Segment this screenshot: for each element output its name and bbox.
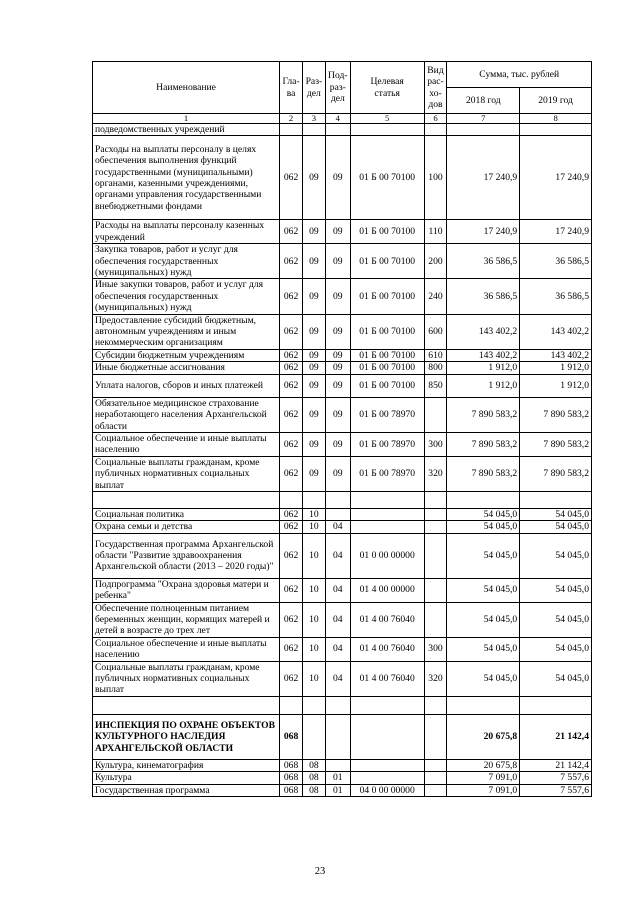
cell-name: Охрана семьи и детства bbox=[93, 521, 280, 533]
cell-sum-2018: 1 912,0 bbox=[447, 374, 520, 397]
cell-podrazdel bbox=[325, 714, 350, 759]
cell-vid-raskhodov bbox=[424, 714, 447, 759]
cell-podrazdel: 04 bbox=[325, 533, 350, 578]
cell-glava: 062 bbox=[280, 279, 303, 314]
cell-tselevaya-statya: 04 0 00 00000 bbox=[350, 784, 424, 796]
cell-razdel: 09 bbox=[302, 279, 325, 314]
cell-sum-2019 bbox=[520, 491, 592, 508]
cell-name: Субсидии бюджетным учреждениям bbox=[93, 349, 280, 361]
table-row bbox=[93, 578, 592, 602]
cell-razdel bbox=[302, 714, 325, 759]
cell-razdel: 10 bbox=[302, 578, 325, 602]
cell-name: Расходы на выплаты персоналу казенных учреждений bbox=[93, 220, 280, 244]
table-row bbox=[93, 374, 592, 397]
table-row bbox=[93, 124, 592, 136]
header-podrazdel: Под- раз- дел bbox=[325, 62, 350, 114]
column-number: 7 bbox=[447, 114, 520, 124]
cell-vid-raskhodov: 110 bbox=[424, 220, 447, 244]
table-row bbox=[93, 220, 592, 244]
cell-podrazdel: 01 bbox=[325, 772, 350, 784]
cell-podrazdel: 04 bbox=[325, 602, 350, 637]
column-number: 2 bbox=[280, 114, 303, 124]
cell-name: Расходы на выплаты персоналу в целях обеспечения выполнения функций государственными (муниципальными) органами, казенными учреждениями, органами управления государственными внебюджетными фондами bbox=[93, 136, 280, 220]
header-year-2018: 2018 год bbox=[447, 88, 520, 114]
column-number-row bbox=[93, 114, 592, 124]
cell-tselevaya-statya: 01 4 00 00000 bbox=[350, 578, 424, 602]
cell-vid-raskhodov: 320 bbox=[424, 456, 447, 491]
cell-tselevaya-statya: 01 Б 00 70100 bbox=[350, 279, 424, 314]
cell-tselevaya-statya: 01 Б 00 70100 bbox=[350, 314, 424, 349]
cell-sum-2018 bbox=[447, 696, 520, 714]
cell-name: Закупка товаров, работ и услуг для обеспечения государственных (муниципальных) нужд bbox=[93, 244, 280, 279]
cell-tselevaya-statya: 01 Б 00 70100 bbox=[350, 374, 424, 397]
cell-tselevaya-statya: 01 Б 00 70100 bbox=[350, 244, 424, 279]
cell-sum-2019: 36 586,5 bbox=[520, 244, 592, 279]
cell-name: Культура bbox=[93, 772, 280, 784]
cell-sum-2018: 7 890 583,2 bbox=[447, 456, 520, 491]
cell-sum-2018 bbox=[447, 124, 520, 136]
cell-vid-raskhodov: 300 bbox=[424, 637, 447, 661]
cell-vid-raskhodov bbox=[424, 772, 447, 784]
cell-sum-2019 bbox=[520, 696, 592, 714]
column-number: 1 bbox=[93, 114, 280, 124]
cell-name bbox=[93, 696, 280, 714]
table-row bbox=[93, 784, 592, 796]
cell-sum-2018: 7 890 583,2 bbox=[447, 397, 520, 432]
table-row bbox=[93, 432, 592, 456]
cell-razdel: 10 bbox=[302, 508, 325, 520]
cell-sum-2019: 7 890 583,2 bbox=[520, 432, 592, 456]
cell-sum-2019: 54 045,0 bbox=[520, 578, 592, 602]
cell-tselevaya-statya: 01 4 00 76040 bbox=[350, 661, 424, 696]
cell-name: Обязательное медицинское страхование неработающего населения Архангельской области bbox=[93, 397, 280, 432]
column-number: 5 bbox=[350, 114, 424, 124]
cell-glava: 068 bbox=[280, 714, 303, 759]
cell-sum-2019: 143 402,2 bbox=[520, 349, 592, 361]
cell-glava: 062 bbox=[280, 661, 303, 696]
cell-sum-2019: 54 045,0 bbox=[520, 602, 592, 637]
cell-tselevaya-statya bbox=[350, 491, 424, 508]
cell-sum-2019: 54 045,0 bbox=[520, 637, 592, 661]
cell-podrazdel: 04 bbox=[325, 637, 350, 661]
cell-sum-2019: 21 142,4 bbox=[520, 714, 592, 759]
cell-glava: 062 bbox=[280, 397, 303, 432]
cell-sum-2019: 17 240,9 bbox=[520, 220, 592, 244]
cell-razdel: 09 bbox=[302, 314, 325, 349]
cell-sum-2019: 54 045,0 bbox=[520, 533, 592, 578]
cell-name: Социальное обеспечение и иные выплаты населению bbox=[93, 432, 280, 456]
table-row bbox=[93, 362, 592, 374]
cell-razdel: 09 bbox=[302, 374, 325, 397]
cell-name: Культура, кинематография bbox=[93, 759, 280, 771]
page-number: 23 bbox=[314, 866, 326, 877]
table-row bbox=[93, 279, 592, 314]
cell-podrazdel: 09 bbox=[325, 362, 350, 374]
table-row bbox=[93, 661, 592, 696]
cell-vid-raskhodov: 610 bbox=[424, 349, 447, 361]
cell-sum-2018: 36 586,5 bbox=[447, 244, 520, 279]
cell-razdel bbox=[302, 124, 325, 136]
cell-sum-2019 bbox=[520, 124, 592, 136]
cell-vid-raskhodov bbox=[424, 759, 447, 771]
cell-razdel: 09 bbox=[302, 362, 325, 374]
cell-sum-2019: 21 142,4 bbox=[520, 759, 592, 771]
cell-vid-raskhodov bbox=[424, 491, 447, 508]
cell-vid-raskhodov: 320 bbox=[424, 661, 447, 696]
cell-podrazdel: 04 bbox=[325, 661, 350, 696]
cell-razdel: 09 bbox=[302, 432, 325, 456]
header-name: Наименование bbox=[93, 62, 280, 114]
column-number: 6 bbox=[424, 114, 447, 124]
cell-sum-2018: 54 045,0 bbox=[447, 521, 520, 533]
cell-vid-raskhodov bbox=[424, 602, 447, 637]
cell-sum-2019: 7 557,6 bbox=[520, 772, 592, 784]
cell-podrazdel bbox=[325, 124, 350, 136]
cell-sum-2018: 20 675,8 bbox=[447, 714, 520, 759]
cell-sum-2019: 143 402,2 bbox=[520, 314, 592, 349]
cell-tselevaya-statya bbox=[350, 714, 424, 759]
table-row bbox=[93, 397, 592, 432]
table-row bbox=[93, 714, 592, 759]
table-body bbox=[93, 124, 592, 797]
cell-sum-2019: 7 890 583,2 bbox=[520, 456, 592, 491]
cell-vid-raskhodov bbox=[424, 784, 447, 796]
cell-tselevaya-statya bbox=[350, 759, 424, 771]
cell-name: подведомственных учреждений bbox=[93, 124, 280, 136]
cell-glava: 062 bbox=[280, 456, 303, 491]
cell-podrazdel bbox=[325, 508, 350, 520]
table-row bbox=[93, 456, 592, 491]
cell-podrazdel: 09 bbox=[325, 136, 350, 220]
cell-vid-raskhodov bbox=[424, 397, 447, 432]
cell-glava: 062 bbox=[280, 508, 303, 520]
cell-tselevaya-statya bbox=[350, 508, 424, 520]
column-number: 4 bbox=[325, 114, 350, 124]
cell-glava: 062 bbox=[280, 637, 303, 661]
cell-vid-raskhodov: 600 bbox=[424, 314, 447, 349]
table-row bbox=[93, 314, 592, 349]
cell-podrazdel: 09 bbox=[325, 220, 350, 244]
table-row bbox=[93, 508, 592, 520]
cell-glava: 068 bbox=[280, 772, 303, 784]
cell-podrazdel: 09 bbox=[325, 397, 350, 432]
cell-tselevaya-statya: 01 Б 00 70100 bbox=[350, 220, 424, 244]
cell-glava: 062 bbox=[280, 602, 303, 637]
cell-tselevaya-statya: 01 4 00 76040 bbox=[350, 637, 424, 661]
cell-glava: 068 bbox=[280, 784, 303, 796]
cell-glava: 062 bbox=[280, 136, 303, 220]
cell-tselevaya-statya: 01 Б 00 70100 bbox=[350, 136, 424, 220]
cell-vid-raskhodov bbox=[424, 533, 447, 578]
cell-podrazdel: 09 bbox=[325, 349, 350, 361]
cell-razdel: 08 bbox=[302, 784, 325, 796]
cell-sum-2019: 54 045,0 bbox=[520, 661, 592, 696]
cell-tselevaya-statya: 01 Б 00 70100 bbox=[350, 362, 424, 374]
table-row bbox=[93, 637, 592, 661]
cell-glava bbox=[280, 124, 303, 136]
cell-tselevaya-statya: 01 Б 00 70100 bbox=[350, 349, 424, 361]
header-vid-raskhodov: Вид рас- хо- дов bbox=[424, 62, 447, 114]
table-row bbox=[93, 349, 592, 361]
cell-sum-2019: 54 045,0 bbox=[520, 508, 592, 520]
cell-glava: 062 bbox=[280, 244, 303, 279]
table-row bbox=[93, 244, 592, 279]
cell-sum-2019: 54 045,0 bbox=[520, 521, 592, 533]
cell-podrazdel: 09 bbox=[325, 279, 350, 314]
cell-sum-2018: 20 675,8 bbox=[447, 759, 520, 771]
cell-tselevaya-statya: 01 0 00 00000 bbox=[350, 533, 424, 578]
cell-glava: 062 bbox=[280, 349, 303, 361]
cell-podrazdel bbox=[325, 759, 350, 771]
cell-name: Государственная программа Архангельской области "Развитие здравоохранения Архангельской области (2013 – 2020 годы)" bbox=[93, 533, 280, 578]
cell-sum-2018: 7 091,0 bbox=[447, 784, 520, 796]
table-row bbox=[93, 521, 592, 533]
cell-vid-raskhodov bbox=[424, 578, 447, 602]
cell-vid-raskhodov: 240 bbox=[424, 279, 447, 314]
cell-tselevaya-statya bbox=[350, 696, 424, 714]
table-row bbox=[93, 772, 592, 784]
cell-razdel: 09 bbox=[302, 136, 325, 220]
cell-glava: 062 bbox=[280, 578, 303, 602]
column-number: 3 bbox=[302, 114, 325, 124]
cell-razdel: 09 bbox=[302, 244, 325, 279]
cell-sum-2019: 7 890 583,2 bbox=[520, 397, 592, 432]
cell-glava: 062 bbox=[280, 432, 303, 456]
cell-podrazdel: 09 bbox=[325, 374, 350, 397]
cell-vid-raskhodov bbox=[424, 124, 447, 136]
cell-name: ИНСПЕКЦИЯ ПО ОХРАНЕ ОБЪЕКТОВ КУЛЬТУРНОГО НАСЛЕДИЯ АРХАНГЕЛЬСКОЙ ОБЛАСТИ bbox=[93, 714, 280, 759]
table-row bbox=[93, 533, 592, 578]
cell-sum-2018: 54 045,0 bbox=[447, 508, 520, 520]
cell-podrazdel: 09 bbox=[325, 314, 350, 349]
cell-name: Уплата налогов, сборов и иных платежей bbox=[93, 374, 280, 397]
cell-glava: 062 bbox=[280, 314, 303, 349]
cell-vid-raskhodov bbox=[424, 521, 447, 533]
cell-glava: 062 bbox=[280, 374, 303, 397]
table-row bbox=[93, 602, 592, 637]
cell-vid-raskhodov: 300 bbox=[424, 432, 447, 456]
cell-razdel: 10 bbox=[302, 602, 325, 637]
cell-sum-2019: 1 912,0 bbox=[520, 362, 592, 374]
cell-razdel: 10 bbox=[302, 637, 325, 661]
header-tselevaya-statya: Целевая статья bbox=[350, 62, 424, 114]
cell-razdel: 08 bbox=[302, 772, 325, 784]
cell-name: Социальное обеспечение и иные выплаты населению bbox=[93, 637, 280, 661]
cell-glava: 062 bbox=[280, 533, 303, 578]
cell-glava: 062 bbox=[280, 521, 303, 533]
budget-table bbox=[92, 61, 592, 797]
cell-podrazdel: 01 bbox=[325, 784, 350, 796]
cell-glava: 068 bbox=[280, 759, 303, 771]
cell-vid-raskhodov: 100 bbox=[424, 136, 447, 220]
cell-sum-2018 bbox=[447, 491, 520, 508]
cell-name: Социальная политика bbox=[93, 508, 280, 520]
cell-vid-raskhodov bbox=[424, 508, 447, 520]
cell-razdel: 10 bbox=[302, 661, 325, 696]
cell-podrazdel bbox=[325, 491, 350, 508]
cell-vid-raskhodov: 850 bbox=[424, 374, 447, 397]
cell-razdel: 10 bbox=[302, 521, 325, 533]
cell-name bbox=[93, 491, 280, 508]
cell-podrazdel: 09 bbox=[325, 456, 350, 491]
cell-name: Социальные выплаты гражданам, кроме публичных нормативных социальных выплат bbox=[93, 661, 280, 696]
header-year-2019: 2019 год bbox=[520, 88, 592, 114]
cell-razdel: 09 bbox=[302, 220, 325, 244]
cell-tselevaya-statya: 01 Б 00 78970 bbox=[350, 397, 424, 432]
table-row bbox=[93, 696, 592, 714]
cell-glava bbox=[280, 491, 303, 508]
cell-name: Иные бюджетные ассигнования bbox=[93, 362, 280, 374]
cell-podrazdel: 04 bbox=[325, 578, 350, 602]
cell-name: Государственная программа bbox=[93, 784, 280, 796]
cell-sum-2018: 54 045,0 bbox=[447, 661, 520, 696]
cell-sum-2018: 54 045,0 bbox=[447, 637, 520, 661]
cell-name: Обеспечение полноценным питанием беременных женщин, кормящих матерей и детей в возрасте до трех лет bbox=[93, 602, 280, 637]
cell-name: Предоставление субсидий бюджетным, автономным учреждениям и иным некоммерческим организациям bbox=[93, 314, 280, 349]
cell-razdel bbox=[302, 696, 325, 714]
cell-vid-raskhodov: 200 bbox=[424, 244, 447, 279]
table-row bbox=[93, 759, 592, 771]
cell-podrazdel: 09 bbox=[325, 244, 350, 279]
cell-vid-raskhodov bbox=[424, 696, 447, 714]
cell-razdel: 09 bbox=[302, 456, 325, 491]
cell-razdel bbox=[302, 491, 325, 508]
cell-sum-2018: 54 045,0 bbox=[447, 533, 520, 578]
cell-glava: 062 bbox=[280, 362, 303, 374]
cell-podrazdel: 04 bbox=[325, 521, 350, 533]
header-glava: Гла- ва bbox=[280, 62, 303, 114]
column-number: 8 bbox=[520, 114, 592, 124]
cell-glava bbox=[280, 696, 303, 714]
table-row bbox=[93, 491, 592, 508]
cell-sum-2018: 54 045,0 bbox=[447, 602, 520, 637]
cell-podrazdel bbox=[325, 696, 350, 714]
cell-sum-2019: 1 912,0 bbox=[520, 374, 592, 397]
cell-sum-2018: 17 240,9 bbox=[447, 220, 520, 244]
cell-sum-2018: 17 240,9 bbox=[447, 136, 520, 220]
cell-tselevaya-statya bbox=[350, 772, 424, 784]
cell-razdel: 09 bbox=[302, 349, 325, 361]
header-razdel: Раз- дел bbox=[302, 62, 325, 114]
cell-tselevaya-statya: 01 4 00 76040 bbox=[350, 602, 424, 637]
cell-tselevaya-statya bbox=[350, 521, 424, 533]
cell-tselevaya-statya: 01 Б 00 78970 bbox=[350, 456, 424, 491]
table-row bbox=[93, 136, 592, 220]
cell-sum-2018: 7 091,0 bbox=[447, 772, 520, 784]
cell-tselevaya-statya bbox=[350, 124, 424, 136]
header-summa: Сумма, тыс. рублей bbox=[447, 62, 592, 88]
cell-name: Подпрограмма "Охрана здоровья матери и ребенка" bbox=[93, 578, 280, 602]
cell-razdel: 09 bbox=[302, 397, 325, 432]
cell-sum-2018: 143 402,2 bbox=[447, 349, 520, 361]
cell-sum-2018: 1 912,0 bbox=[447, 362, 520, 374]
cell-podrazdel: 09 bbox=[325, 432, 350, 456]
table-header bbox=[93, 62, 592, 124]
cell-name: Иные закупки товаров, работ и услуг для обеспечения государственных (муниципальных) нужд bbox=[93, 279, 280, 314]
cell-sum-2018: 143 402,2 bbox=[447, 314, 520, 349]
cell-sum-2019: 36 586,5 bbox=[520, 279, 592, 314]
cell-vid-raskhodov: 800 bbox=[424, 362, 447, 374]
cell-razdel: 08 bbox=[302, 759, 325, 771]
cell-name: Социальные выплаты гражданам, кроме публичных нормативных социальных выплат bbox=[93, 456, 280, 491]
cell-sum-2019: 17 240,9 bbox=[520, 136, 592, 220]
cell-tselevaya-statya: 01 Б 00 78970 bbox=[350, 432, 424, 456]
cell-razdel: 10 bbox=[302, 533, 325, 578]
cell-sum-2018: 54 045,0 bbox=[447, 578, 520, 602]
cell-glava: 062 bbox=[280, 220, 303, 244]
cell-sum-2018: 7 890 583,2 bbox=[447, 432, 520, 456]
cell-sum-2018: 36 586,5 bbox=[447, 279, 520, 314]
cell-sum-2019: 7 557,6 bbox=[520, 784, 592, 796]
